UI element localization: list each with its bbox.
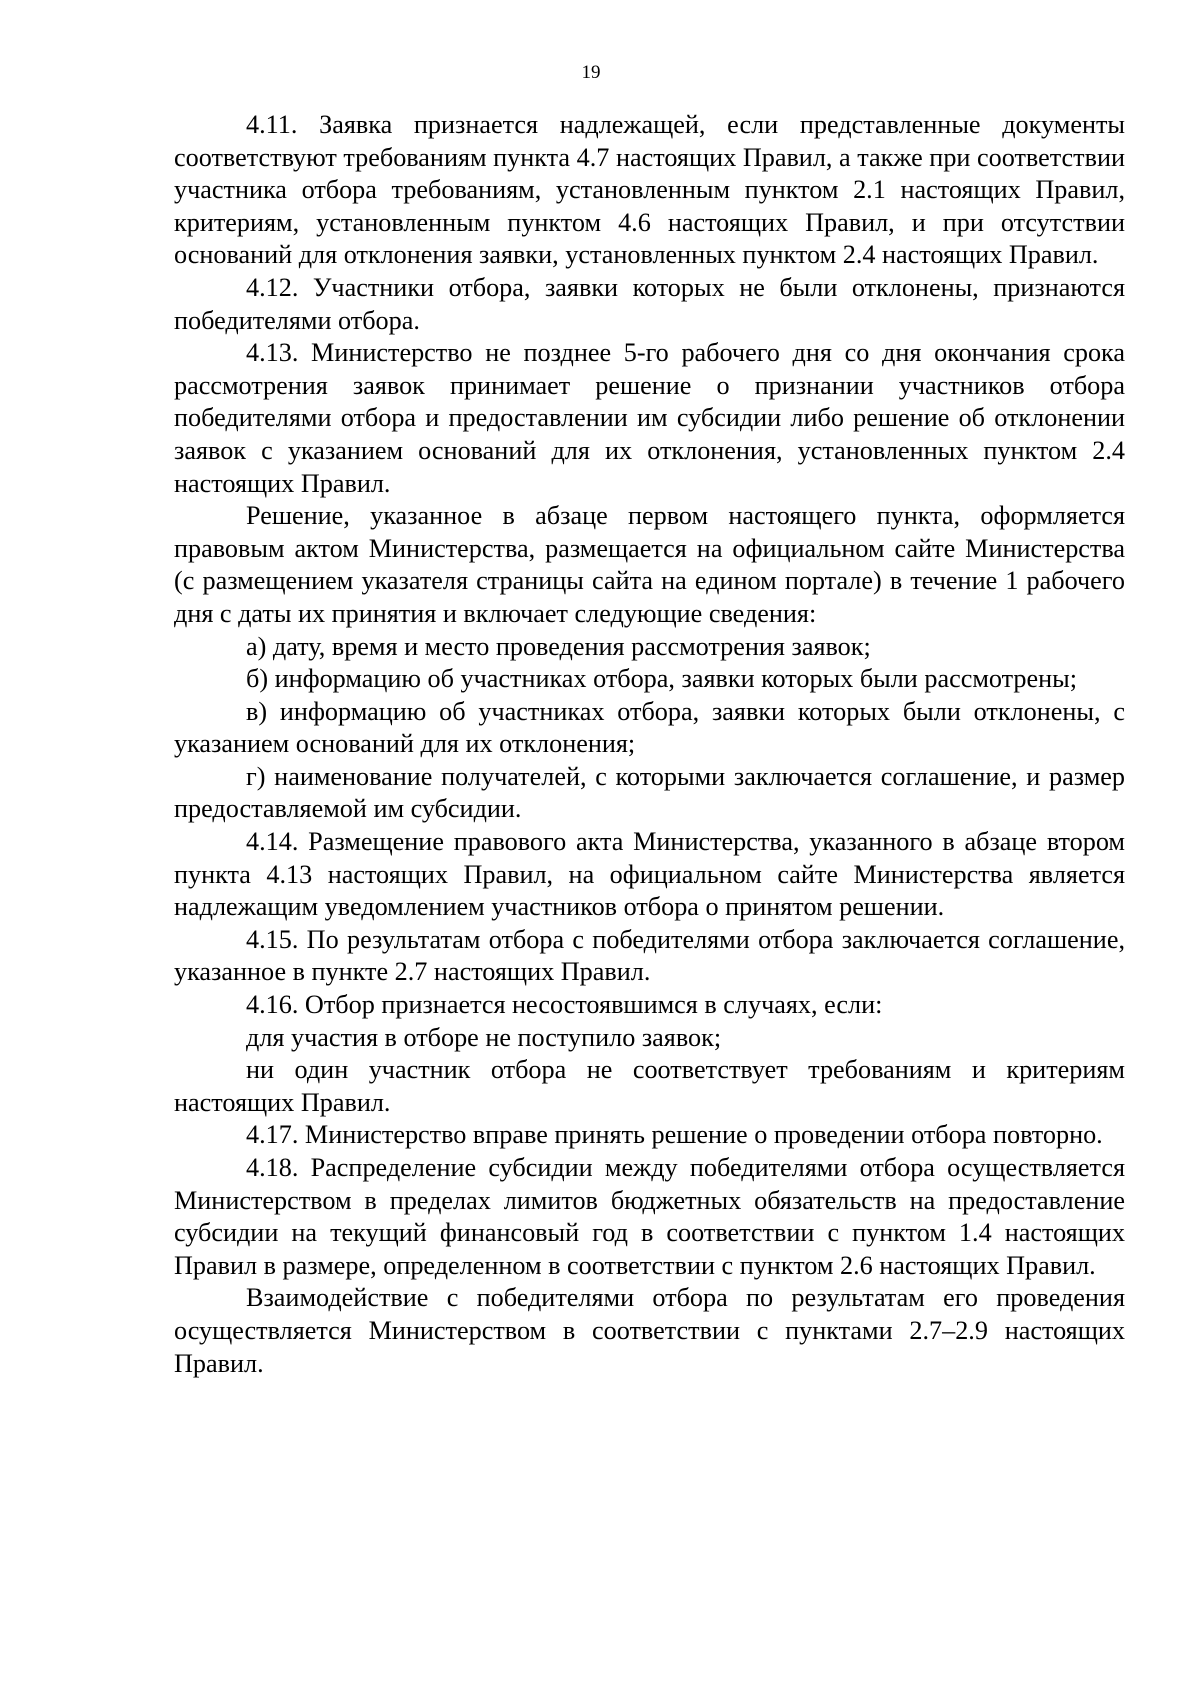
document-body	[174, 109, 1125, 1380]
page-number: 19	[581, 62, 601, 83]
paragraph-interaction: Взаимодействие с победителями отбора по результатам его проведения осуществляется Министерством в соответствии с пунктами 2.7–2.9 настоящих Правил.	[174, 1283, 1125, 1378]
paragraph-4-16: 4.16. Отбор признается несостоявшимся в случаях, если:	[246, 990, 883, 1020]
list-item-g: г) наименование получателей, с которыми заключается соглашение, и размер предоставляемой им субсидии.	[174, 761, 1125, 824]
paragraph-4-15: 4.15. По результатам отбора с победителями отбора заключается соглашение, указанное в пункте 2.7 настоящих Правил.	[174, 924, 1125, 987]
paragraph-no-compliant: ни один участник отбора не соответствует требованиям и критериям настоящих Правил.	[174, 1055, 1125, 1117]
paragraph-4-17: 4.17. Министерство вправе принять решение о проведении отбора повторно.	[246, 1120, 1103, 1150]
paragraph-4-18: 4.18. Распределение субсидии между победителями отбора осуществляется Министерством в пределах лимитов бюджетных обязательств на предоставление субсидии на текущий финансовый год в соответствии с пунктом 1.4 настоящих Правил в размере, определенном в соответствии с пунктом 2.6 настоящих Правил.	[174, 1153, 1125, 1280]
list-item-b: б) информацию об участниках отбора, заявки которых были рассмотрены;	[246, 664, 1078, 694]
paragraph-no-applications: для участия в отборе не поступило заявок;	[246, 1022, 722, 1052]
paragraph-decision: Решение, указанное в абзаце первом настоящего пункта, оформляется правовым актом Министерства, размещается на официальном сайте Министерства (с размещением указателя страницы сайта на едином портале) в течение 1 рабочего дня с даты их принятия и включает следующие сведения:	[174, 501, 1125, 628]
list-item-v: в) информацию об участниках отбора, заявки которых были отклонены, с указанием оснований для их отклонения;	[174, 696, 1125, 759]
paragraph-4-14: 4.14. Размещение правового акта Министерства, указанного в абзаце втором пункта 4.13 настоящих Правил, на официальном сайте Министерства является надлежащим уведомлением участников отбора о принятом решении.	[174, 827, 1125, 922]
paragraph-4-12: 4.12. Участники отбора, заявки которых не были отклонены, признаются победителями отбора.	[174, 272, 1125, 335]
list-item-a: а) дату, время и место проведения рассмотрения заявок;	[246, 631, 871, 661]
paragraph-4-13: 4.13. Министерство не позднее 5-го рабочего дня со дня окончания срока рассмотрения заявок принимает решение о признании участников отбора победителями отбора и предоставлении им субсидии либо решение об отклонении заявок с указанием оснований для их отклонения, установленных пунктом 2.4 настоящих Правил.	[174, 338, 1125, 498]
paragraph-4-11: 4.11. Заявка признается надлежащей, если представленные документы соответствуют требованиям пункта 4.7 настоящих Правил, а также при соответствии участника отбора требованиям, установленным пунктом 2.1 настоящих Правил, критериям, установленным пунктом 4.6 настоящих Правил, и при отсутствии оснований для отклонения заявки, установленных пунктом 2.4 настоящих Правил.	[174, 110, 1125, 270]
